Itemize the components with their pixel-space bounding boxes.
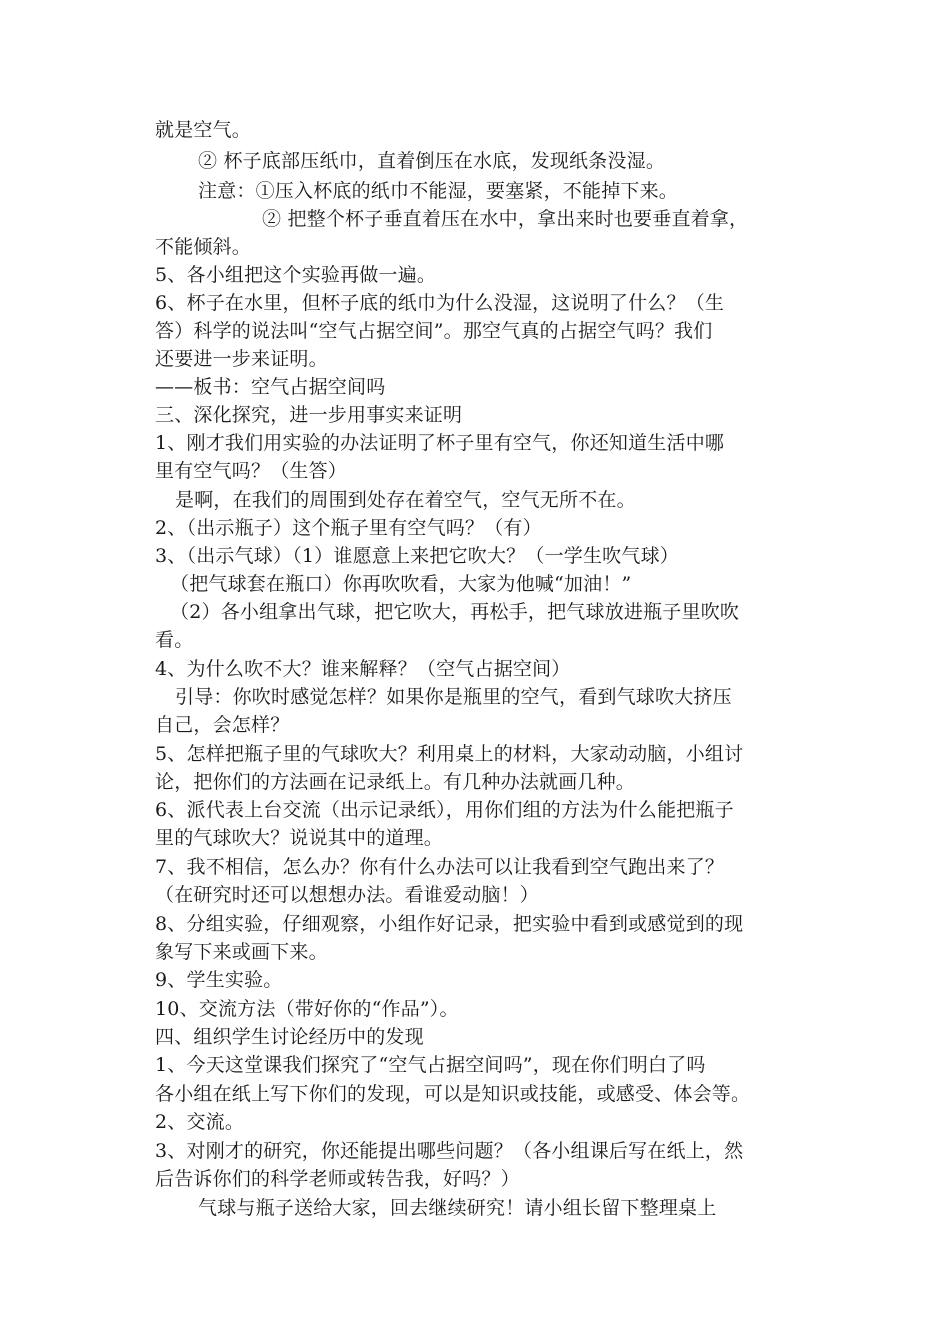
text-line: 9、学生实验。 <box>155 969 283 991</box>
text-line: （把气球套在瓶口）你再吹吹看，大家为他喊“加油！” <box>170 573 632 595</box>
text-line: 引导：你吹时感觉怎样？如果你是瓶里的空气，看到气球吹大挤压 <box>175 686 732 708</box>
text-line: ——板书：空气占据空间吗 <box>155 376 386 398</box>
text-line: 注意：①压入杯底的纸巾不能湿，要塞紧，不能掉下来。 <box>198 180 679 202</box>
text-line: 看。 <box>155 629 194 651</box>
text-line: 6、杯子在水里，但杯子底的纸巾为什么没湿，这说明了什么？（生 <box>155 292 725 314</box>
text-line: 3、对刚才的研究，你还能提出哪些问题？（各小组课后写在纸上，然 <box>155 1140 744 1162</box>
text-line: 气球与瓶子送给大家，回去继续研究！请小组长留下整理桌上 <box>198 1197 717 1219</box>
section-heading: 三、深化探究，进一步用事实来证明 <box>155 404 463 426</box>
text-line: 7、我不相信，怎么办？你有什么办法可以让我看到空气跑出来了？ <box>155 856 725 878</box>
text-line: 后告诉你们的科学老师或转告我，好吗？） <box>155 1168 520 1190</box>
text-line: （2）各小组拿出气球，把它吹大，再松手，把气球放进瓶子里吹吹 <box>170 601 740 623</box>
text-line: 里的气球吹大？说说其中的道理。 <box>155 827 444 849</box>
section-heading: 四、组织学生讨论经历中的发现 <box>155 1026 424 1048</box>
text-line: 2、交流。 <box>155 1111 245 1133</box>
text-line: 论，把你们的方法画在记录纸上。有几种办法就画几种。 <box>155 771 636 793</box>
text-line: 答）科学的说法叫“空气占据空间”。那空气真的占据空气吗？我们 <box>155 320 713 342</box>
text-line: 象写下来或画下来。 <box>155 941 328 963</box>
text-line: 6、派代表上台交流（出示记录纸），用你们组的方法为什么能把瓶子 <box>155 799 734 821</box>
text-line: 5、怎样把瓶子里的气球吹大？利用桌上的材料，大家动动脑，小组讨 <box>155 743 744 765</box>
text-line: 自己，会怎样？ <box>155 714 290 736</box>
text-line: （在研究时还可以想想办法。看谁爱动脑！） <box>155 884 540 906</box>
text-line: 3、（出示气球）（1）谁愿意上来把它吹大？（一学生吹气球） <box>155 545 679 567</box>
text-line: 各小组在纸上写下你们的发现，可以是知识或技能，或感受、体会等。 <box>155 1083 751 1105</box>
text-line: 1、刚才我们用实验的办法证明了杯子里有空气，你还知道生活中哪 <box>155 432 725 454</box>
text-line: 8、分组实验，仔细观察，小组作好记录，把实验中看到或感觉到的现 <box>155 913 744 935</box>
text-line: 里有空气吗？（生答） <box>155 460 348 482</box>
text-line: 1、今天这堂课我们探究了“空气占据空间吗”，现在你们明白了吗 <box>155 1054 706 1076</box>
text-line: 4、为什么吹不大？谁来解释？（空气占据空间） <box>155 658 571 680</box>
text-line: 还要进一步来证明。 <box>155 348 328 370</box>
text-line: 是啊，在我们的周围到处存在着空气，空气无所不在。 <box>175 489 636 511</box>
text-line: 不能倾斜。 <box>155 236 252 258</box>
text-line: 就是空气。 <box>155 119 252 141</box>
text-line: ② 杯子底部压纸巾，直着倒压在水底，发现纸条没湿。 <box>198 150 666 172</box>
text-line: 5、各小组把这个实验再做一遍。 <box>155 264 437 286</box>
text-line: 10、交流方法（带好你的“作品”）。 <box>155 998 459 1020</box>
text-line: 2、（出示瓶子）这个瓶子里有空气吗？（有） <box>155 517 542 539</box>
text-line: ② 把整个杯子垂直着压在水中，拿出来时也要垂直着拿， <box>262 208 749 230</box>
